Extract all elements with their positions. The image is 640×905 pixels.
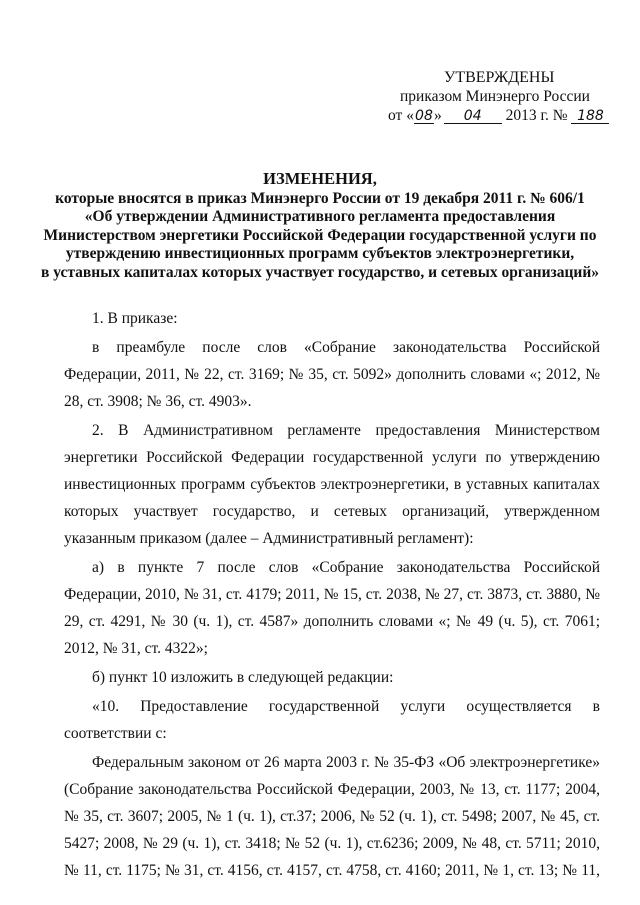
approval-day-close: »: [433, 107, 442, 124]
approval-day-handwritten: 08: [415, 108, 433, 124]
document-body: [64, 305, 600, 886]
heading-line-4: утверждению инвестиционных программ субъектов электроэнергетики,: [65, 245, 575, 262]
approval-date-prefix: от «: [388, 107, 414, 124]
heading-line-5: в уставных капиталах которых участвует государство, и сетевых организаций»: [40, 263, 600, 281]
heading-line-1: которые вносятся в приказ Минэнерго России от 19 декабря 2011 г. № 606/1: [55, 189, 585, 207]
heading-title: ИЗМЕНЕНИЯ,: [263, 169, 377, 188]
heading-line-3: Министерством энергетики Российской Федерации государственной услуги по: [43, 226, 597, 244]
paragraph-1: 1. В приказе:: [92, 310, 178, 327]
approval-month-handwritten: 04: [444, 109, 502, 124]
document-heading: [40, 170, 600, 282]
heading-line-2: «Об утверждении Административного регламента предоставления: [84, 208, 556, 225]
approval-year-text: 2013 г. №: [505, 107, 568, 124]
paragraph-4: а) в пункте 7 после слов «Собрание законодательства Российской Федерации, 2010, № 31, ст. 4179; 2011, № 15, ст. 2038, № 27, ст. 3873, ст. 3880, № 29, ст. 4291, № 30 (ч. 1), ст. 4587» дополнить словами «; № 49 (ч. 5), ст. 7061; 2012, № 31, ст. 4322»;: [64, 559, 600, 657]
approval-date-line: [388, 106, 608, 125]
approval-number-handwritten: 188: [571, 109, 609, 124]
approval-title: УТВЕРЖДЕНЫ: [444, 69, 555, 86]
paragraph-3: 2. В Административном регламенте предоставления Министерством энергетики Российской Федерации государственной услуги по утверждению инвестиционных программ субъектов электроэнергетики, в уставных капиталах которых участвует государство, и сетевых организаций, утвержденном указанным приказом (далее – Административный регламент):: [64, 422, 600, 547]
paragraph-2: в преамбуле после слов «Собрание законодательства Российской Федерации, 2011, № 22, ст. 3169; № 35, ст. 5092» дополнить словами «; 2012, № 28, ст. 3908; № 36, ст. 4903».: [64, 339, 600, 410]
paragraph-6: «10. Предоставление государственной услуги осуществляется в соответствии с:: [64, 698, 600, 742]
paragraph-7: Федеральным законом от 26 марта 2003 г. № 35-ФЗ «Об электроэнергетике» (Собрание законодательства Российской Федерации, 2003, № 13, ст. 1177; 2004, № 35, ст. 3607; 2005, № 1 (ч. 1), ст.37; 2006, № 52 (ч. 1), ст. 5498; 2007, № 45, ст. 5427; 2008, № 29 (ч. 1), ст. 3418; № 52 (ч. 1), ст.6236; 2009, № 48, ст. 5711; 2010, № 11, ст. 1175; № 31, ст. 4156, ст. 4157, ст. 4758, ст. 4160; 2011, № 1, ст. 13; № 11,: [64, 754, 600, 879]
approval-stamp: [388, 68, 608, 125]
paragraph-5: б) пункт 10 изложить в следующей редакции:: [92, 669, 394, 686]
approval-order-line: приказом Минэнерго России: [400, 88, 590, 105]
